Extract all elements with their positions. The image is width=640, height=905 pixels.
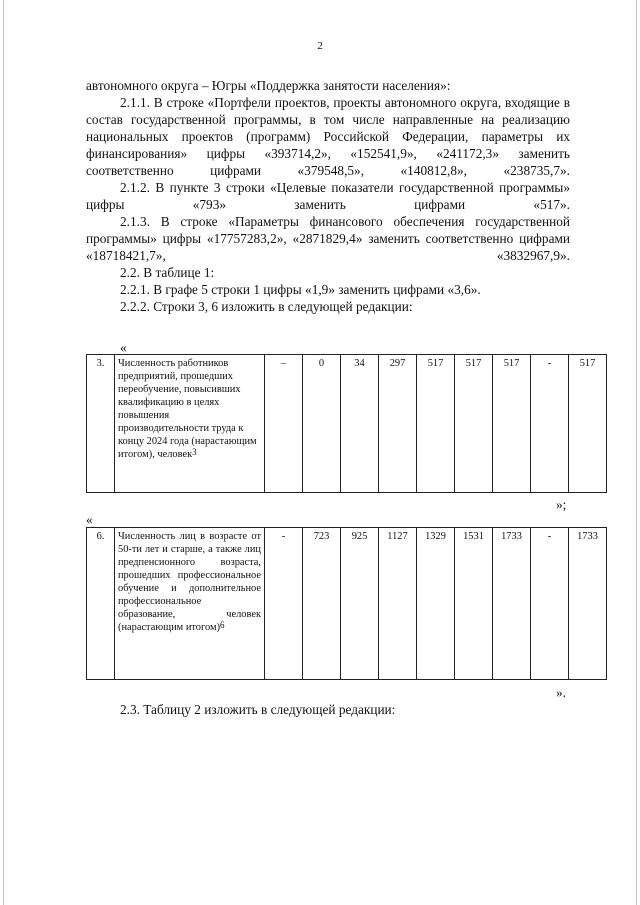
page-edge-left <box>3 0 4 905</box>
row3-value: - <box>531 355 569 493</box>
body-text-bottom <box>86 701 570 718</box>
quote-close-1: »; <box>556 497 567 512</box>
paragraph-2-2-2: 2.2.2. Строки 3, 6 изложить в следующей редакции: <box>120 299 413 314</box>
row6-value: 1127 <box>379 528 417 680</box>
paragraph-intro: автономного округа – Югры «Поддержка занятости населения»: <box>86 78 451 93</box>
paragraph-2-2: 2.2. В таблице 1: <box>120 265 215 280</box>
row3-name: Численность работников предприятий, прошедших переобучение, повысивших квалификацию в целях повышения производительности труда к концу 2024 года (нарастающим итогом), человек <box>118 358 257 460</box>
paragraph-2-3: 2.3. Таблицу 2 изложить в следующей редакции: <box>120 702 396 717</box>
row3-value: 297 <box>379 355 417 493</box>
paragraph-2-2-1: 2.2.1. В графе 5 строки 1 цифры «1,9» заменить цифрами «3,6». <box>120 282 481 297</box>
body-text-top <box>86 77 570 315</box>
table-row-6 <box>86 527 607 680</box>
row6-footnote: 6 <box>220 620 225 630</box>
row6-value: - <box>531 528 569 680</box>
row6-value: 1733 <box>493 528 531 680</box>
row6-value: 1329 <box>417 528 455 680</box>
row6-value: 1733 <box>569 528 607 680</box>
page-number: 2 <box>317 40 323 52</box>
row3-number: 3. <box>87 355 115 493</box>
row3-value: 517 <box>417 355 455 493</box>
paragraph-2-1-2: 2.1.2. В пункте 3 строки «Целевые показатели государственной программы» цифры «793» заменить цифрами «517». <box>86 180 570 212</box>
row3-value: 517 <box>493 355 531 493</box>
row6-value: 723 <box>303 528 341 680</box>
table-row-3 <box>86 354 607 493</box>
row3-footnote: 3 <box>192 447 197 457</box>
quote-open-2: « <box>86 512 93 527</box>
page-edge-right <box>636 0 637 905</box>
row6-value: - <box>265 528 303 680</box>
row3-name-cell <box>115 355 265 493</box>
paragraph-2-1-3: 2.1.3. В строке «Параметры финансового обеспечения государственной программы» цифры «17757283,2», «2871829,4» заменить соответственно цифрами «18718421,7», «3832967,9». <box>86 214 570 263</box>
row3-value: 517 <box>569 355 607 493</box>
row6-number: 6. <box>87 528 115 680</box>
row6-name: Численность лиц в возрасте от 50-ти лет и старше, а также лиц предпенсионного возраста, прошедших профессиональное обучение и дополнительное профессиональное образование, человек (нарастающим итогом) <box>118 531 261 633</box>
quote-close-2: ». <box>556 685 566 700</box>
row3-value: – <box>265 355 303 493</box>
row3-value: 34 <box>341 355 379 493</box>
row6-value: 925 <box>341 528 379 680</box>
row3-value: 0 <box>303 355 341 493</box>
row3-value: 517 <box>455 355 493 493</box>
row6-name-cell <box>115 528 265 680</box>
quote-open-1: « <box>120 340 127 355</box>
paragraph-2-1-1: 2.1.1. В строке «Портфели проектов, проекты автономного округа, входящие в состав государственной программы, в том числе направленные на реализацию национальных проектов (программ) Российской Федерации, параметры их финансирования» цифры «393714,2», «152541,9», «241172,3» заменить соответственно цифрами «379548,5», «140812,8», «238735,7». <box>86 95 570 178</box>
row6-value: 1531 <box>455 528 493 680</box>
